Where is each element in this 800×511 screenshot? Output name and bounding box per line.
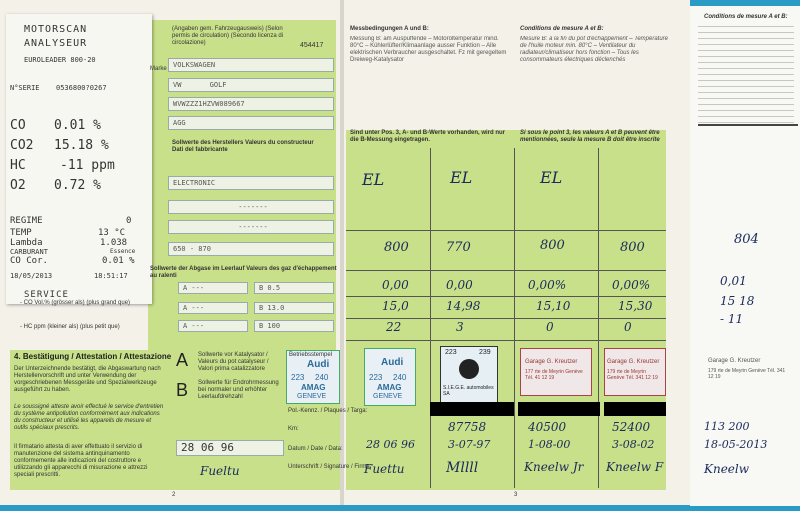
stamp-city: GENEVE — [297, 393, 327, 400]
dealer-stamp — [286, 350, 340, 404]
box-b-letter: B — [176, 380, 189, 400]
cell-co2-c0: 15,0 — [382, 299, 409, 313]
cell-co2-c3: 15,30 — [618, 299, 653, 313]
garage-stamp-1 — [520, 348, 592, 396]
km-c3: 52400 — [612, 420, 651, 434]
stamp2-num1: 223 — [369, 373, 383, 382]
right-page — [690, 6, 800, 506]
amag-stamp-2 — [364, 348, 416, 406]
cell-rpm-c3: 800 — [620, 240, 645, 255]
vw-stamp — [440, 346, 498, 404]
right-stamp-addr: 179 rte de Meyrin Genève Tél. 341 12 19 — [708, 368, 786, 380]
km-label: Km: — [288, 426, 299, 432]
cell-co-c0: 0,00 — [382, 278, 409, 292]
cocor-label: CO Cor. — [10, 256, 48, 266]
signature: Fueltu — [200, 464, 240, 478]
stamp2-city: GENEVE — [373, 393, 403, 400]
stamp3-text: S.I.E.G.E. automobiles SA — [443, 385, 494, 397]
make-label: Marke — [150, 66, 167, 72]
type-field — [168, 78, 334, 92]
stamp3-num1: 223 — [445, 349, 457, 356]
redaction-2 — [518, 402, 600, 416]
right-text-block — [698, 26, 794, 126]
range-b2: B 13.0 — [254, 302, 334, 314]
box-a-text: Sollwerte vor Katalysator / Valeurs du pot catalyseur / Valori prima catalizzatore — [198, 352, 269, 372]
cell-r0-c2: EL — [540, 168, 563, 187]
regime-value: 0 — [126, 216, 132, 226]
table-intro-fr: Si sous le point 3, les valeurs A et B peuvent être mentionnées, seule la mesure B doit être inscrite — [520, 130, 660, 143]
stamp2-name: AMAG — [377, 383, 402, 392]
cell-hc-c0: 22 — [386, 320, 402, 334]
date-label: Datum / Date / Data: — [288, 446, 343, 452]
grid-hline-5 — [346, 340, 666, 341]
stamp-num1: 223 — [291, 373, 305, 382]
section4-title: 4. Bestätigung / Attestation / Attestazione — [14, 352, 172, 361]
grid-hline-1 — [346, 230, 666, 231]
signature-c2: Kneelw Jr — [524, 460, 584, 474]
stamp4-addr: 177 rte de Meyrin Genève Tél. 41 12 19 — [525, 369, 583, 381]
receipt-title1: MOTORSCAN — [24, 24, 88, 35]
cell-hc-c1: 3 — [456, 320, 464, 334]
receipt-title2: ANALYSEUR — [24, 38, 88, 49]
make-field: VOLKSWAGEN — [168, 58, 334, 72]
right-rule — [698, 124, 798, 126]
receipt-date: 18/05/2013 — [10, 272, 53, 280]
receipt-model: EUROLEADER 800-20 — [24, 56, 96, 64]
cell-hc-c3: 0 — [624, 320, 632, 334]
cell-co-c3: 0,00% — [612, 278, 651, 292]
type-value: GOLF — [209, 81, 227, 89]
cell-r0-c1: EL — [450, 168, 473, 187]
carburant-label: CARBURANT — [10, 248, 48, 256]
page-number-3: 3 — [514, 492, 518, 498]
grid-hline-4 — [346, 318, 666, 319]
serial-value: 0536800?0267 — [56, 84, 107, 92]
lambda-value: 1.038 — [100, 238, 128, 248]
measure-text-fr: Mesure B: à la fin du pot d'échappement – Température de l'huile moteur min. 80°C – Ventilateur du radiateur/climatiseur hors fonction – Tous les consommateurs électriques déclenchés — [520, 36, 669, 63]
cell-co-c1: 0,00 — [446, 278, 473, 292]
idle-range-field: 650 - 870 — [168, 242, 334, 256]
co-row-label: - CO Vol.% (grösser als) (plus grand que) — [20, 300, 131, 306]
table-intro-de: Sind unter Pos. 3, A- und B-Werte vorhanden, wird nur die B-Messung eingetragen. — [350, 130, 506, 143]
cell-rpm-c1: 770 — [446, 240, 471, 255]
vin-field: WVWZZZ1HZVW089667 — [168, 97, 334, 111]
attest-text-it: Il firmatario attesta di aver effettuato il servizio di manutenzione del sistema antinquinamento conformemente alle indicazioni del costruttore e utilizzando gli apparecchi di misurazione e attrezzi speciali prescritti. — [14, 444, 148, 478]
receipt-time: 18:51:17 — [94, 272, 128, 280]
receipt-service: SERVICE — [24, 290, 69, 300]
cell-co-c2: 0,00% — [528, 278, 567, 292]
co-label: CO — [10, 118, 26, 133]
right-co2: 15 18 — [720, 294, 755, 308]
right-co: 0,01 — [720, 274, 747, 288]
cell-rpm-c0: 800 — [384, 240, 409, 255]
serial-label: N°SERIE — [10, 84, 40, 92]
signature-c0: Fuettu — [364, 462, 405, 476]
stamp3-num2: 239 — [479, 349, 491, 356]
signature-label: Unterschrift / Signature / Firma: — [288, 464, 372, 470]
regime-label: REGIME — [10, 216, 43, 226]
vehicle-header: (Angaben gem. Fahrzeugausweis) (Selon permis de circulation) (Secondo licenza di circolazione) — [172, 26, 284, 46]
stamp-num2: 240 — [315, 373, 329, 382]
temp-label: TEMP — [10, 228, 32, 238]
cell-r0-c0: EL — [362, 170, 385, 189]
temp-value: 13 °C — [98, 228, 126, 238]
emission-analyzer-receipt — [6, 14, 152, 304]
date-c0: 28 06 96 — [366, 438, 415, 451]
measure-header: Messbedingungen A und B: — [350, 26, 429, 32]
right-stamp-text: Garage G. Kreutzer — [708, 358, 761, 364]
range-b1: B 0.5 — [254, 282, 334, 294]
range-b3: B 100 — [254, 320, 334, 332]
cocor-value: 0.01 % — [102, 256, 135, 266]
exhaust-header: Sollwerte der Abgase im Leerlauf Valeurs des gaz d'échappement au ralenti — [150, 266, 337, 279]
cell-co2-c1: 14,98 — [446, 299, 481, 313]
date-c2: 1-08-00 — [528, 438, 571, 451]
cell-rpm-c2: 800 — [540, 238, 565, 253]
stamp5-text: Garage G. Kreutzer — [607, 359, 660, 365]
right-rpm: 804 — [734, 232, 759, 247]
cell-hc-c2: 0 — [546, 320, 554, 334]
range-a2: A --- — [178, 302, 248, 314]
value-field-1: ------- — [168, 200, 334, 214]
right-hc: - 11 — [720, 312, 744, 326]
date-field: 28 06 96 — [176, 440, 284, 456]
date-c3: 3-08-02 — [612, 438, 655, 451]
conditions-header: Conditions de mesure A et B: — [520, 26, 604, 32]
cell-co2-c2: 15,10 — [536, 299, 571, 313]
right-signature: Kneelw — [704, 462, 750, 476]
attest-text-fr: Le soussigné atteste avoir effectué le service d'entretien du système antipollution conformément aux indications du constructeur et utilisé les appareils de mesure et outils spéciaux prescrits. — [14, 404, 164, 431]
redaction-3 — [604, 402, 666, 416]
right-header: Conditions de mesure A et B: — [704, 14, 788, 20]
grid-hline-2 — [346, 270, 666, 271]
box-a-letter: A — [176, 350, 189, 370]
measure-text-de: Messung B: am Auspuffende – Motoröltemperatur mind. 80°C – Kühlerlüfter/Klimaanlage ausser Funktion – Alle elektrischen Verbraucher ausgeschaltet. Fz mit geregeltem Dreiweg-Katalysator — [350, 36, 507, 63]
attest-text-de: Der Unterzeichnende bestätigt, die Abgaswartung nach Herstellervorschrift und unter Verwendung der vorgeschriebenen Messgeräte und Spezialwerkzeuge ausgeführt zu haben. — [14, 366, 161, 393]
hc-value: -11 ppm — [60, 158, 115, 173]
hc-row-label: - HC ppm (kleiner als) (plus petit que) — [20, 324, 120, 330]
range-a3: A --- — [178, 320, 248, 332]
right-date: 18-05-2013 — [704, 438, 768, 451]
stamp-name: AMAG — [301, 383, 326, 392]
stamp4-text: Garage G. Kreutzer — [525, 359, 578, 365]
stamp-label: Betriebsstempel — [289, 352, 333, 358]
km-c1: 87758 — [448, 420, 487, 434]
range-a1: A --- — [178, 282, 248, 294]
date-c1: 3-07-97 — [448, 438, 491, 451]
carburant-value: Essence — [110, 248, 136, 255]
grid-hline-3 — [346, 296, 666, 297]
redaction-1 — [430, 402, 514, 416]
vw-logo-icon — [459, 359, 479, 379]
engine-code-field: AGG — [168, 116, 334, 130]
co2-label: CO2 — [10, 138, 34, 153]
co-value: 0.01 % — [54, 118, 101, 133]
pol-label: Pol.-Kennz. / Plaques / Targa: — [288, 408, 368, 414]
value-field-2: ------- — [168, 220, 334, 234]
doc-number: 454417 — [300, 42, 324, 49]
signature-c1: Mllll — [446, 460, 479, 476]
km-c2: 40500 — [528, 420, 567, 434]
stamp2-num2: 240 — [393, 373, 407, 382]
stamp5-addr: 179 rte de Meyrin Genève Tél. 341 12 19 — [607, 369, 658, 381]
box-b-text: Sollwerte für Endrohrmessung bei normaler und erhöhter Leerlaufdrehzahl — [198, 380, 279, 400]
ignition-field: ELECTRONIC — [168, 176, 334, 190]
hc-label: HC — [10, 158, 26, 173]
manufacturer-header: Sollwerte des Herstellers Valeurs du constructeur Dati del fabbricante — [172, 140, 314, 153]
o2-label: O2 — [10, 178, 26, 193]
type-prefix: VW — [173, 81, 182, 89]
signature-c3: Kneelw F — [606, 460, 664, 474]
lambda-label: Lambda — [10, 238, 43, 248]
page-number-2: 2 — [172, 492, 176, 498]
stamp2-brand: Audi — [381, 357, 404, 368]
co2-value: 15.18 % — [54, 138, 109, 153]
stamp-brand: Audi — [307, 359, 330, 370]
right-km: 113 200 — [704, 420, 750, 433]
page-fold — [340, 0, 344, 505]
o2-value: 0.72 % — [54, 178, 101, 193]
garage-stamp-2 — [604, 348, 666, 396]
